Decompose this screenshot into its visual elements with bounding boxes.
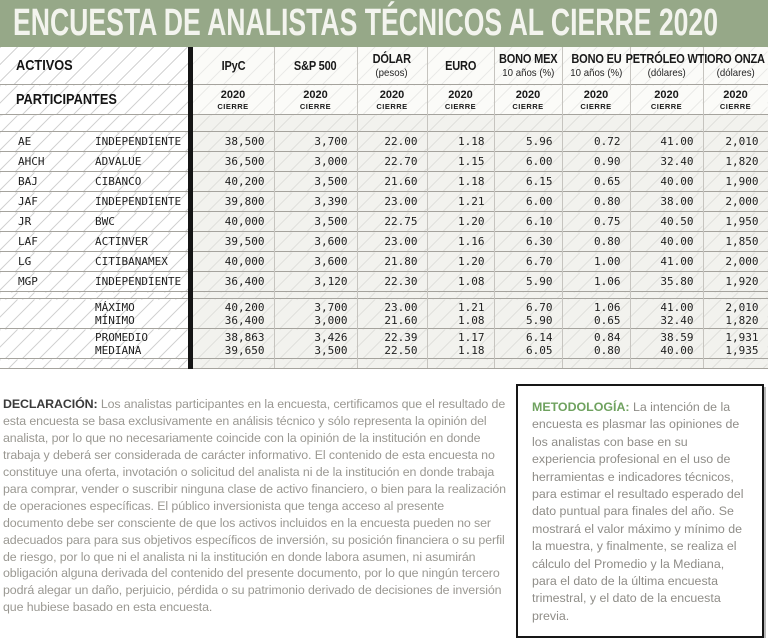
column-header-dolar: DÓLAR (pesos) — [357, 47, 427, 85]
participant-cell — [0, 252, 190, 272]
value-cell: 35.80 — [630, 272, 703, 292]
value-cell: 5.96 — [494, 132, 562, 152]
value-cell — [703, 329, 768, 359]
value-cell: 32.40 — [630, 152, 703, 172]
participant-cell — [0, 152, 190, 172]
value-cell: 2,000 — [703, 252, 768, 272]
column-header-petroleo-wti: PETRÓLEO WTI (dólares) — [630, 47, 703, 85]
participant-code: AHCH — [18, 155, 45, 168]
value-cell: 3,120 — [274, 272, 357, 292]
value-cell: 6.00 — [494, 152, 562, 172]
value-cell: 3,000 — [274, 152, 357, 172]
participant-firm: ADVALUE — [95, 155, 142, 168]
participant-code: AE — [18, 135, 32, 148]
value-cell — [427, 292, 494, 299]
value-cell: 40,200 — [190, 172, 274, 192]
summary-value: 3,000 — [314, 313, 348, 327]
column-header-sp500: S&P 500 — [274, 47, 357, 85]
participant-code: MGP — [18, 275, 38, 288]
value-cell — [494, 329, 562, 359]
summary-labels — [0, 329, 188, 358]
participant-firm: CIBANCO — [95, 175, 142, 188]
summary-values — [428, 299, 485, 328]
value-cell: 1.16 — [427, 232, 494, 252]
value-cell: 0.80 — [562, 192, 630, 212]
spacer-row — [0, 292, 768, 299]
subheader-cell: 2020 CIERRE — [562, 85, 630, 115]
column-header-bono-mex: BONO MEX 10 años (%) — [494, 47, 562, 85]
methodology-box — [516, 384, 764, 638]
value-cell — [562, 115, 630, 132]
summary-values — [563, 299, 621, 328]
participant-inner — [0, 175, 188, 188]
value-cell — [427, 299, 494, 329]
declaration-text — [3, 396, 507, 616]
table-row — [0, 192, 768, 212]
summary-row — [0, 299, 768, 329]
value-cell — [494, 292, 562, 299]
value-cell: 5.90 — [494, 272, 562, 292]
value-cell — [427, 115, 494, 132]
summary-values — [495, 299, 553, 328]
methodology-label: METODOLOGÍA: — [532, 400, 630, 414]
value-cell — [562, 299, 630, 329]
table-row — [0, 152, 768, 172]
value-cell: 3,500 — [274, 172, 357, 192]
value-cell: 2,010 — [703, 132, 768, 152]
value-cell — [190, 292, 274, 299]
summary-value: 3,700 — [314, 300, 348, 314]
header-participantes: PARTICIPANTES — [0, 85, 190, 115]
value-cell: 41.00 — [630, 252, 703, 272]
summary-values — [495, 329, 553, 358]
value-cell: 1.21 — [427, 192, 494, 212]
value-cell: 1.00 — [562, 252, 630, 272]
value-cell: 1,950 — [703, 212, 768, 232]
participant-code: BAJ — [18, 175, 38, 188]
column-header-oro-onza: ORO ONZA (dólares) — [703, 47, 768, 85]
value-cell: 1.06 — [562, 272, 630, 292]
value-cell — [630, 359, 703, 369]
value-cell: 1,900 — [703, 172, 768, 192]
value-cell: 22.00 — [357, 132, 427, 152]
value-cell: 40,000 — [190, 252, 274, 272]
participant-code: JR — [18, 215, 32, 228]
value-cell: 38.00 — [630, 192, 703, 212]
participant-inner — [0, 275, 188, 288]
summary-value: 0.84 — [594, 330, 621, 344]
value-cell: 3,600 — [274, 232, 357, 252]
summary-values — [428, 329, 485, 358]
summary-value: 21.60 — [384, 313, 418, 327]
participant-inner — [0, 195, 188, 208]
spacer-row — [0, 115, 768, 132]
value-cell: 40.50 — [630, 212, 703, 232]
summary-value: 1,820 — [725, 313, 759, 327]
value-cell: 1.18 — [427, 132, 494, 152]
summary-row — [0, 329, 768, 359]
table-row — [0, 252, 768, 272]
column-header-euro: EURO — [427, 47, 494, 85]
value-cell — [274, 299, 357, 329]
summary-value: 6.14 — [526, 330, 553, 344]
value-cell: 3,390 — [274, 192, 357, 212]
value-cell — [630, 299, 703, 329]
participant-firm: ACTINVER — [95, 235, 148, 248]
subheader-cell: 2020 CIERRE — [427, 85, 494, 115]
value-cell: 1.18 — [427, 172, 494, 192]
value-cell: 1.15 — [427, 152, 494, 172]
subheader-cell: 2020 CIERRE — [190, 85, 274, 115]
summary-values — [193, 329, 265, 358]
value-cell: 0.65 — [562, 172, 630, 192]
summary-values — [631, 329, 694, 358]
value-cell — [427, 359, 494, 369]
value-cell: 0.72 — [562, 132, 630, 152]
summary-values — [193, 299, 265, 328]
participant-code: LAF — [18, 235, 38, 248]
value-cell — [562, 359, 630, 369]
value-cell: 23.00 — [357, 192, 427, 212]
summary-value: 40.00 — [660, 343, 694, 357]
participant-firm: INDEPENDIENTE — [95, 275, 182, 288]
value-cell: 39,800 — [190, 192, 274, 212]
value-cell: 0.80 — [562, 232, 630, 252]
value-cell — [190, 329, 274, 359]
summary-value: 38.59 — [660, 330, 694, 344]
participant-cell — [0, 132, 190, 152]
value-cell — [703, 299, 768, 329]
subheader-cell: 2020 CIERRE — [494, 85, 562, 115]
summary-value: 1.08 — [458, 313, 485, 327]
value-cell — [357, 359, 427, 369]
spacer-cell — [0, 292, 190, 299]
summary-label: MÍNIMO — [95, 313, 135, 327]
value-cell: 3,600 — [274, 252, 357, 272]
summary-value: 1.21 — [458, 300, 485, 314]
summary-values — [563, 329, 621, 358]
summary-value: 1.18 — [458, 343, 485, 357]
summary-value: 1,935 — [725, 343, 759, 357]
value-cell — [703, 292, 768, 299]
value-cell: 22.75 — [357, 212, 427, 232]
value-cell: 6.15 — [494, 172, 562, 192]
participant-firm: BWC — [95, 215, 115, 228]
participant-inner — [0, 235, 188, 248]
value-cell — [494, 359, 562, 369]
value-cell: 1,820 — [703, 152, 768, 172]
subheader-cell: 2020 CIERRE — [703, 85, 768, 115]
summary-value: 3,426 — [314, 330, 348, 344]
participant-code: JAF — [18, 195, 38, 208]
summary-value: 22.50 — [384, 343, 418, 357]
page-title: ENCUESTA DE ANALISTAS TÉCNICOS AL CIERRE 2020 — [13, 2, 719, 44]
participant-inner — [0, 215, 188, 228]
summary-values — [704, 329, 759, 358]
summary-value: 0.80 — [594, 343, 621, 357]
spacer-cell — [0, 359, 190, 369]
summary-label-cell — [0, 329, 190, 359]
summary-value: 6.05 — [526, 343, 553, 357]
table-row — [0, 172, 768, 192]
summary-value: 3,500 — [314, 343, 348, 357]
summary-values — [631, 299, 694, 328]
survey-table — [0, 47, 768, 369]
summary-value: 36,400 — [224, 313, 265, 327]
summary-values — [358, 329, 418, 358]
value-cell — [357, 115, 427, 132]
summary-value: 32.40 — [660, 313, 694, 327]
value-cell: 1.20 — [427, 212, 494, 232]
value-cell: 41.00 — [630, 132, 703, 152]
declaration-label: DECLARACIÓN: — [3, 397, 98, 412]
value-cell: 36,400 — [190, 272, 274, 292]
summary-value: 40,200 — [224, 300, 265, 314]
summary-value: 1.06 — [594, 300, 621, 314]
summary-value: 1,931 — [725, 330, 759, 344]
summary-value: 0.65 — [594, 313, 621, 327]
value-cell — [562, 329, 630, 359]
summary-value: 41.00 — [660, 300, 694, 314]
value-cell: 39,500 — [190, 232, 274, 252]
footer — [0, 384, 768, 638]
value-cell: 1,920 — [703, 272, 768, 292]
value-cell: 0.75 — [562, 212, 630, 232]
value-cell: 40.00 — [630, 232, 703, 252]
value-cell — [703, 359, 768, 369]
table-row — [0, 132, 768, 152]
value-cell — [357, 299, 427, 329]
summary-values — [358, 299, 418, 328]
value-cell: 21.80 — [357, 252, 427, 272]
participant-inner — [0, 255, 188, 268]
value-cell — [190, 115, 274, 132]
value-cell: 2,000 — [703, 192, 768, 212]
value-cell: 22.30 — [357, 272, 427, 292]
value-cell: 0.90 — [562, 152, 630, 172]
value-cell — [274, 115, 357, 132]
value-cell: 40,000 — [190, 212, 274, 232]
methodology-body: La intención de la encuesta es plasmar las opiniones de los analistas con base en su experiencia profesional en el uso de herramientas e indicadores técnicos, para estimar el resultado esperado del dato puntual para finales del año. Se mostrará el valor máximo y mínimo de la muestra, y finalmente, se realiza el cálculo del Promedio y la Mediana, para el dato de la última encuesta trimestral, y el dato de la encuesta previa. — [532, 400, 744, 623]
table-row — [0, 212, 768, 232]
value-cell: 23.00 — [357, 232, 427, 252]
value-cell — [274, 329, 357, 359]
summary-value: 39,650 — [224, 343, 265, 357]
value-cell — [630, 292, 703, 299]
summary-value: 38,863 — [224, 330, 265, 344]
summary-value: 2,010 — [725, 300, 759, 314]
column-header-ipyc: IPyC — [190, 47, 274, 85]
value-cell — [630, 115, 703, 132]
value-cell: 22.70 — [357, 152, 427, 172]
summary-label: PROMEDIO — [95, 330, 148, 344]
value-cell — [357, 329, 427, 359]
participant-cell — [0, 232, 190, 252]
participant-cell — [0, 212, 190, 232]
participant-firm: INDEPENDIENTE — [95, 195, 182, 208]
summary-values — [275, 329, 348, 358]
value-cell — [494, 299, 562, 329]
value-cell: 3,700 — [274, 132, 357, 152]
subheader-cell: 2020 CIERRE — [630, 85, 703, 115]
summary-value: 23.00 — [384, 300, 418, 314]
summary-value: 5.90 — [526, 313, 553, 327]
value-cell: 6.00 — [494, 192, 562, 212]
value-cell — [357, 292, 427, 299]
participant-firm: CITIBANAMEX — [95, 255, 168, 268]
participant-inner — [0, 135, 188, 148]
value-cell: 1.20 — [427, 252, 494, 272]
value-cell — [427, 329, 494, 359]
value-cell: 38,500 — [190, 132, 274, 152]
spacer-cell — [0, 115, 190, 132]
participant-cell — [0, 272, 190, 292]
value-cell — [703, 115, 768, 132]
table-row — [0, 272, 768, 292]
spacer-row — [0, 359, 768, 369]
value-cell: 3,500 — [274, 212, 357, 232]
value-cell — [630, 329, 703, 359]
declaration-body: Los analistas participantes en la encuesta, certificamos que el resultado de esta encuesta se basa exclusivamente en análisis técnico y sólo representa la opinión del analista, por lo que no necesariamente coincide con la opinión de la institución en donde trabaja y deberá ser considerada de carácter informativo. El contenido de esta encuesta no constituye una oferta, invotación o solicitud del analista ni de la institución en donde trabaja para comprar, vender o suscribir ninguna clase de activo financiero, o bien para la realización de operaciones específicas. El público inversionista que tenga acceso al presente documento debe ser consciente de que los activos incluidos en la encuesta pueden no ser adecuados para para sus objetivos específicos de inversión, su posición financiera o su perfil de riesgo, por lo que ni el analista ni la institución en donde labora asumen, ni asumirán obligación alguna derivada del contenido del presente documento, por lo que ningún tercero podrá alegar un daño, perjuicio, pérdida o su patrimonio derivado de decisiones de inversión que hubiese basado en esta encuesta. — [3, 397, 506, 615]
value-cell: 1,850 — [703, 232, 768, 252]
value-cell: 6.30 — [494, 232, 562, 252]
summary-values — [704, 299, 759, 328]
summary-values — [275, 299, 348, 328]
value-cell: 1.08 — [427, 272, 494, 292]
summary-label: MEDIANA — [95, 343, 142, 357]
value-cell: 40.00 — [630, 172, 703, 192]
column-header-bono-eu: BONO EU 10 años (%) — [562, 47, 630, 85]
summary-value: 6.70 — [526, 300, 553, 314]
value-cell: 6.70 — [494, 252, 562, 272]
value-cell: 21.60 — [357, 172, 427, 192]
subheader-cell: 2020 CIERRE — [274, 85, 357, 115]
participant-code: LG — [18, 255, 32, 268]
participant-firm: INDEPENDIENTE — [95, 135, 182, 148]
header-activos: ACTIVOS — [0, 47, 190, 85]
participant-inner — [0, 155, 188, 168]
title-bar — [0, 0, 768, 47]
value-cell — [190, 299, 274, 329]
value-cell — [274, 359, 357, 369]
subheader-cell: 2020 CIERRE — [357, 85, 427, 115]
value-cell — [190, 359, 274, 369]
summary-value: 22.39 — [384, 330, 418, 344]
value-cell — [562, 292, 630, 299]
participant-cell — [0, 172, 190, 192]
value-cell — [274, 292, 357, 299]
table-row — [0, 232, 768, 252]
summary-labels — [0, 299, 188, 328]
summary-value: 1.17 — [458, 330, 485, 344]
summary-label-cell — [0, 299, 190, 329]
value-cell: 6.10 — [494, 212, 562, 232]
participant-cell — [0, 192, 190, 212]
summary-label: MÁXIMO — [95, 300, 135, 314]
value-cell: 36,500 — [190, 152, 274, 172]
value-cell — [494, 115, 562, 132]
